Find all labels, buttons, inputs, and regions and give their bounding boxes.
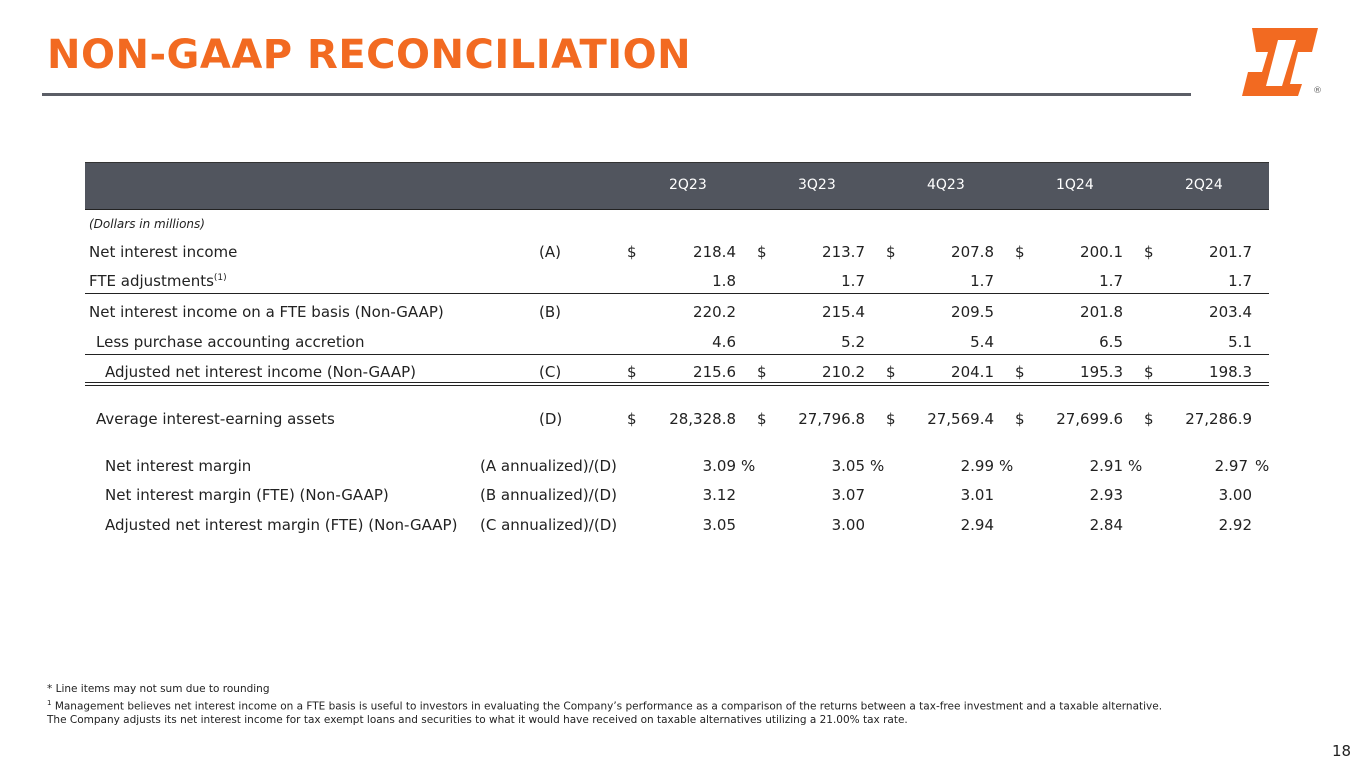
value-adjnim-2q23: 3.05 <box>702 516 736 534</box>
value-niifte-4q23: 209.5 <box>951 303 994 321</box>
row-label-adj-nim: Adjusted net interest margin (FTE) (Non-GAAP) <box>105 516 458 534</box>
row-label-nim-fte: Net interest margin (FTE) (Non-GAAP) <box>105 486 389 504</box>
total-double-rule-bottom <box>85 385 1269 386</box>
value-nimfte-2q24: 3.00 <box>1218 486 1252 504</box>
subtotal-rule <box>85 293 1269 294</box>
value-nimfte-4q23: 3.01 <box>960 486 994 504</box>
value-pa-1q24: 6.5 <box>1099 333 1123 351</box>
row-ref-nii-fte: (B) <box>539 303 561 321</box>
value-adjnim-4q23: 2.94 <box>960 516 994 534</box>
value-fte-3q23: 1.7 <box>841 272 865 290</box>
pct-nim-4: % <box>1255 457 1270 475</box>
row-ref-avg-assets: (D) <box>539 410 563 428</box>
value-nim-2q23: 3.09 <box>702 457 736 475</box>
row-label-nii-fte: Net interest income on a FTE basis (Non-GAAP) <box>89 303 444 321</box>
value-avg-2q24: 27,286.9 <box>1185 410 1252 428</box>
value-avg-2q23: 28,328.8 <box>669 410 736 428</box>
col-header-2q24: 2Q24 <box>1185 177 1223 193</box>
row-label-fte-adjustments: FTE adjustments$^{(1)}$ <box>89 272 227 290</box>
value-niifte-2q24: 203.4 <box>1209 303 1252 321</box>
value-niifte-2q23: 220.2 <box>693 303 736 321</box>
currency-adjnii-1: $ <box>757 363 767 381</box>
currency-nii-1: $ <box>757 243 767 261</box>
value-adjnii-2q24: 198.3 <box>1209 363 1252 381</box>
currency-avg-2: $ <box>886 410 896 428</box>
value-adjnim-1q24: 2.84 <box>1089 516 1123 534</box>
value-avg-4q23: 27,569.4 <box>927 410 994 428</box>
value-fte-4q23: 1.7 <box>970 272 994 290</box>
value-adjnii-4q23: 204.1 <box>951 363 994 381</box>
value-nim-2q24: 2.97 <box>1214 457 1248 475</box>
value-niifte-1q24: 201.8 <box>1080 303 1123 321</box>
value-fte-1q24: 1.7 <box>1099 272 1123 290</box>
footnote-mark: 1 <box>47 699 52 707</box>
value-nii-4q23: 207.8 <box>951 243 994 261</box>
currency-avg-1: $ <box>757 410 767 428</box>
subtotal-rule-2 <box>85 354 1269 355</box>
value-nimfte-2q23: 3.12 <box>702 486 736 504</box>
value-fte-2q23: 1.8 <box>712 272 736 290</box>
title-divider <box>42 93 1191 96</box>
footnote-ref-1: (1) <box>213 273 227 283</box>
value-fte-2q24: 1.7 <box>1228 272 1252 290</box>
col-header-4q23: 4Q23 <box>927 177 965 193</box>
value-adjnim-3q23: 3.00 <box>831 516 865 534</box>
value-pa-2q23: 4.6 <box>712 333 736 351</box>
pct-nim-1: % <box>870 457 885 475</box>
row-label-avg-assets: Average interest-earning assets <box>96 410 335 428</box>
row-ref-nim-fte: (B annualized)/(D) <box>480 486 617 504</box>
logo-mark-icon <box>1238 24 1322 100</box>
currency-adjnii-4: $ <box>1144 363 1154 381</box>
col-header-3q23: 3Q23 <box>798 177 836 193</box>
currency-nii-0: $ <box>627 243 637 261</box>
col-header-2q23: 2Q23 <box>669 177 707 193</box>
value-adjnim-2q24: 2.92 <box>1218 516 1252 534</box>
footnote-fte: $^1$ Management believes net interest income on a FTE basis is useful to investors in evaluating the Company’s performance as a comparison of the returns between a tax-free investment and a taxable alternative. The Company adjusts its net interest income for tax exempt loans and securities to what it would have received on taxable alternatives utilizing a 21.00% tax rate. <box>47 699 1163 726</box>
currency-avg-4: $ <box>1144 410 1154 428</box>
value-adjnii-1q24: 195.3 <box>1080 363 1123 381</box>
value-nii-3q23: 213.7 <box>822 243 865 261</box>
pct-nim-2: % <box>999 457 1014 475</box>
row-ref-adj-nii: (C) <box>539 363 562 381</box>
currency-nii-4: $ <box>1144 243 1154 261</box>
row-label-pa-accretion: Less purchase accounting accretion <box>96 333 365 351</box>
value-nii-1q24: 200.1 <box>1080 243 1123 261</box>
value-nim-1q24: 2.91 <box>1089 457 1123 475</box>
page-title: NON-GAAP RECONCILIATION <box>47 32 692 78</box>
value-avg-1q24: 27,699.6 <box>1056 410 1123 428</box>
row-label-adj-nii: Adjusted net interest income (Non-GAAP) <box>105 363 416 381</box>
value-avg-3q23: 27,796.8 <box>798 410 865 428</box>
currency-adjnii-2: $ <box>886 363 896 381</box>
row-label-nim: Net interest margin <box>105 457 252 475</box>
col-header-1q24: 1Q24 <box>1056 177 1094 193</box>
value-nim-4q23: 2.99 <box>960 457 994 475</box>
row-ref-nii: (A) <box>539 243 561 261</box>
currency-avg-3: $ <box>1015 410 1025 428</box>
row-ref-adj-nim: (C annualized)/(D) <box>480 516 618 534</box>
units-note: (Dollars in millions) <box>89 217 205 231</box>
value-nim-3q23: 3.05 <box>831 457 865 475</box>
registered-mark: ® <box>1313 86 1322 96</box>
company-logo <box>1238 24 1322 100</box>
currency-adjnii-0: $ <box>627 363 637 381</box>
value-nimfte-3q23: 3.07 <box>831 486 865 504</box>
page-number: 18 <box>1332 742 1352 760</box>
pct-nim-0: % <box>741 457 756 475</box>
footnote-rounding: * Line items may not sum due to rounding <box>47 683 270 695</box>
value-pa-2q24: 5.1 <box>1228 333 1252 351</box>
row-ref-nim: (A annualized)/(D) <box>480 457 617 475</box>
value-nii-2q23: 218.4 <box>693 243 736 261</box>
value-pa-3q23: 5.2 <box>841 333 865 351</box>
value-pa-4q23: 5.4 <box>970 333 994 351</box>
currency-nii-2: $ <box>886 243 896 261</box>
total-double-rule-top <box>85 382 1269 383</box>
value-adjnii-3q23: 210.2 <box>822 363 865 381</box>
pct-nim-3: % <box>1128 457 1143 475</box>
value-niifte-3q23: 215.4 <box>822 303 865 321</box>
currency-adjnii-3: $ <box>1015 363 1025 381</box>
currency-avg-0: $ <box>627 410 637 428</box>
value-nimfte-1q24: 2.93 <box>1089 486 1123 504</box>
currency-nii-3: $ <box>1015 243 1025 261</box>
row-label-nii: Net interest income <box>89 243 238 261</box>
value-nii-2q24: 201.7 <box>1209 243 1252 261</box>
value-adjnii-2q23: 215.6 <box>693 363 736 381</box>
